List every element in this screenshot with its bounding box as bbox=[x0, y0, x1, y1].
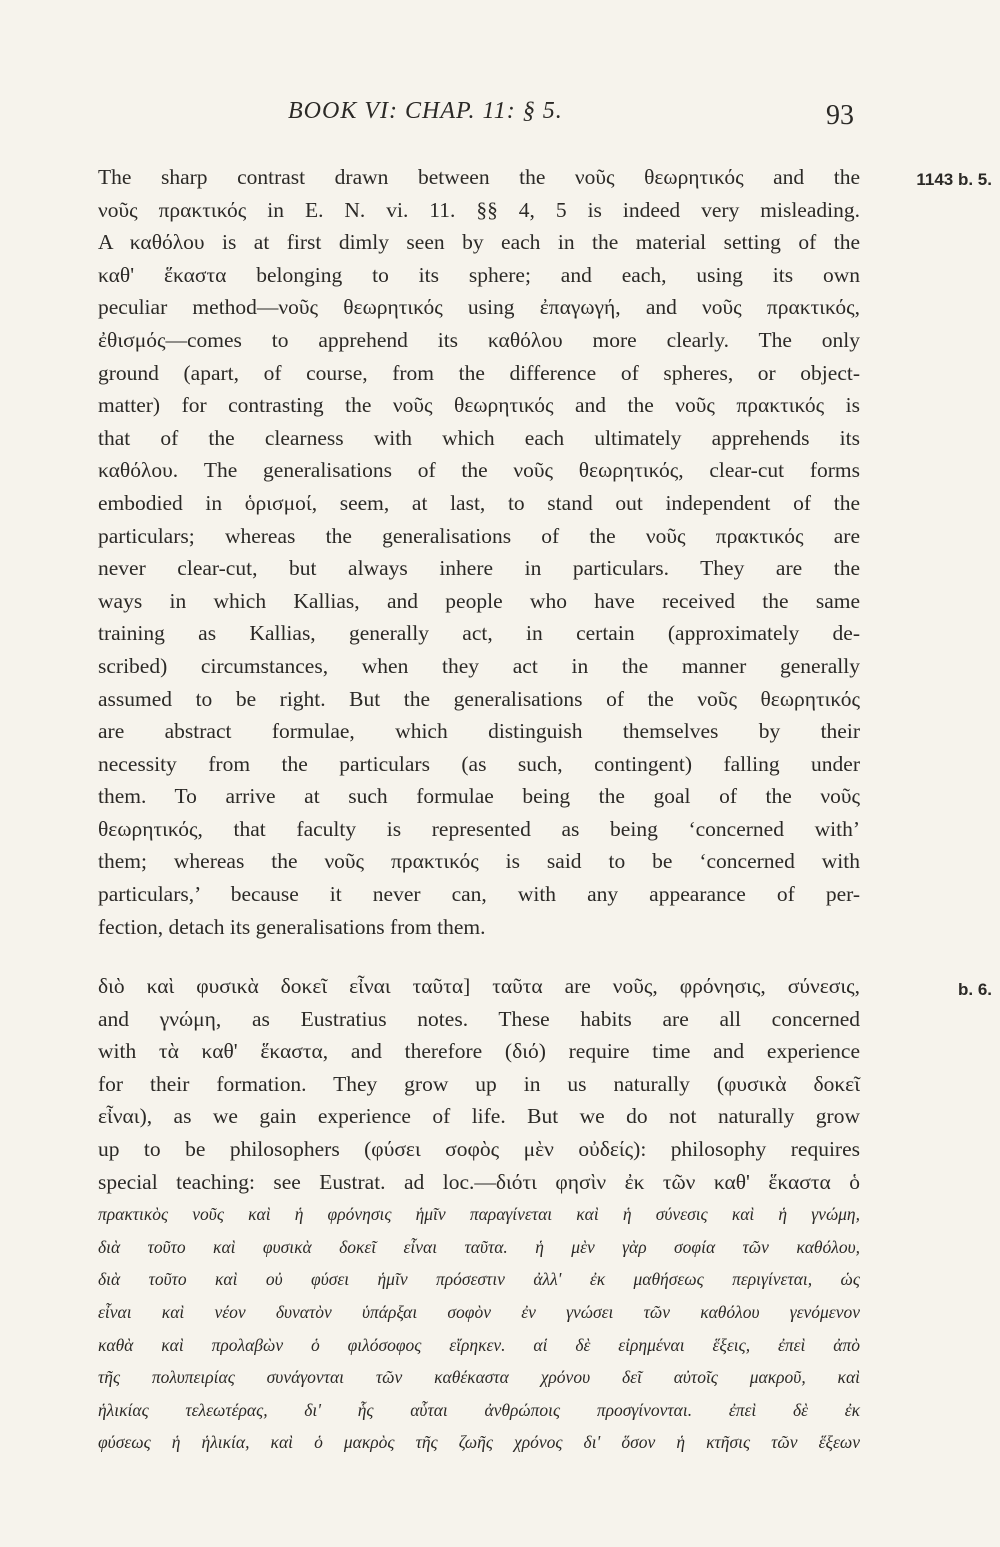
quote-line: διὰ τοῦτο καὶ φυσικὰ δοκεῖ εἶναι ταῦτα. ἡ μὲν γὰρ σοφία τῶν καθόλου, bbox=[98, 1236, 860, 1257]
quote-line: εἶναι καὶ νέον δυνατὸν ὑπάρξαι σοφὸν ἐν γνώσει τῶν καθόλου γενόμενον bbox=[98, 1301, 860, 1322]
text-line: and γνώμη, as Eustratius notes. These habits are all concerned bbox=[98, 1006, 860, 1031]
text-line: never clear-cut, but always inhere in particulars. They are the bbox=[98, 556, 860, 581]
lemma-line: διὸ καὶ φυσικὰ δοκεῖ εἶναι ταῦτα] ταῦτα are νοῦς, φρόνησις, σύνεσις, bbox=[98, 974, 860, 998]
text-line: matter) for contrasting the νοῦς θεωρητικός and the νοῦς πρακτικός is bbox=[98, 393, 860, 418]
text-line: with τὰ καθ' ἕκαστα, and therefore (διό) require time and experience bbox=[98, 1039, 860, 1064]
text-line: necessity from the particulars (as such, contingent) falling under bbox=[98, 751, 860, 776]
text-line: fection, detach its generalisations from them. bbox=[98, 914, 486, 939]
quote-line: διὰ τοῦτο καὶ οὐ φύσει ἡμῖν πρόσεστιν ἀλλ' ἐκ μαθήσεως περιγίνεται, ὡς bbox=[98, 1269, 860, 1290]
page-number: 93 bbox=[826, 100, 854, 131]
eustratius-quotation bbox=[98, 1198, 860, 1459]
text-line: A καθόλου is at first dimly seen by each in the material setting of the bbox=[98, 230, 860, 255]
text-line: θεωρητικός, that faculty is represented as being ‘concerned with’ bbox=[98, 816, 860, 841]
text-line: particulars,’ because it never can, with any appearance of per- bbox=[98, 882, 860, 907]
commentary-paragraph-1 bbox=[98, 161, 860, 943]
text-line: The sharp contrast drawn between the νοῦς θεωρητικός and the bbox=[98, 165, 860, 189]
text-line: εἶναι), as we gain experience of life. But we do not naturally grow bbox=[98, 1104, 860, 1129]
text-line: scribed) circumstances, when they act in the manner generally bbox=[98, 653, 860, 678]
text-line: καθ' ἕκαστα belonging to its sphere; and each, using its own bbox=[98, 262, 860, 287]
text-line: for their formation. They grow up in us naturally (φυσικὰ δοκεῖ bbox=[98, 1071, 860, 1096]
running-header bbox=[98, 92, 858, 146]
text-line: καθόλου. The generalisations of the νοῦς θεωρητικός, clear-cut forms bbox=[98, 458, 860, 483]
text-line: νοῦς πρακτικός in E. N. vi. 11. §§ 4, 5 is indeed very misleading. bbox=[98, 197, 860, 222]
quote-line: φύσεως ἡ ἡλικία, καὶ ὁ μακρὸς τῆς ζωῆς χρόνος δι' ὅσον ἡ κτῆσις τῶν ἕξεων bbox=[98, 1432, 860, 1453]
text-line: special teaching: see Eustrat. ad loc.—διότι φησὶν ἐκ τῶν καθ' ἕκαστα ὁ bbox=[98, 1169, 860, 1194]
margin-reference-1143b5: 1143 b. 5. bbox=[916, 170, 992, 189]
text-line: ways in which Kallias, and people who have received the same bbox=[98, 588, 860, 613]
text-line: are abstract formulae, which distinguish themselves by their bbox=[98, 719, 860, 744]
margin-reference-b6: b. 6. bbox=[957, 980, 992, 999]
quote-line: τῆς πολυπειρίας συνάγονται τῶν καθέκαστα χρόνου δεῖ αὐτοῖς μακροῦ, καὶ bbox=[98, 1367, 860, 1388]
text-line: ἐθισμός—comes to apprehend its καθόλου more clearly. The only bbox=[98, 327, 860, 352]
text-line: peculiar method—νοῦς θεωρητικός using ἐπαγωγή, and νοῦς πρακτικός, bbox=[98, 295, 860, 320]
running-title: BOOK VI: CHAP. 11: § 5. bbox=[288, 98, 563, 124]
quote-line: ἡλικίας τελεωτέρας, δι' ἧς αὗται ἀνθρώποις προσγίνονται. ἐπεὶ δὲ ἐκ bbox=[98, 1399, 860, 1420]
text-line: embodied in ὁρισμοί, seem, at last, to stand out independent of the bbox=[98, 490, 860, 515]
quote-line: καθὰ καὶ προλαβὼν ὁ φιλόσοφος εἴρηκεν. αἱ δὲ εἰρημέναι ἕξεις, ἐπεὶ ἀπὸ bbox=[98, 1334, 860, 1355]
text-line: particulars; whereas the generalisations of the νοῦς πρακτικός are bbox=[98, 523, 860, 548]
text-line: them. To arrive at such formulae being the goal of the νοῦς bbox=[98, 784, 860, 809]
quote-line: πρακτικὸς νοῦς καὶ ἡ φρόνησις ἡμῖν παραγίνεται καὶ ἡ σύνεσις καὶ ἡ γνώμη, bbox=[98, 1204, 860, 1225]
text-line: that of the clearness with which each ultimately apprehends its bbox=[98, 425, 860, 450]
text-line: up to be philosophers (φύσει σοφὸς μὲν οὐδείς): philosophy requires bbox=[98, 1136, 860, 1161]
text-line: them; whereas the νοῦς πρακτικός is said to be ‘concerned with bbox=[98, 849, 860, 874]
commentary-paragraph-2 bbox=[98, 970, 860, 1459]
text-line: ground (apart, of course, from the difference of spheres, or object- bbox=[98, 360, 860, 385]
text-line: assumed to be right. But the generalisations of the νοῦς θεωρητικός bbox=[98, 686, 860, 711]
text-line: training as Kallias, generally act, in certain (approximately de- bbox=[98, 621, 860, 646]
